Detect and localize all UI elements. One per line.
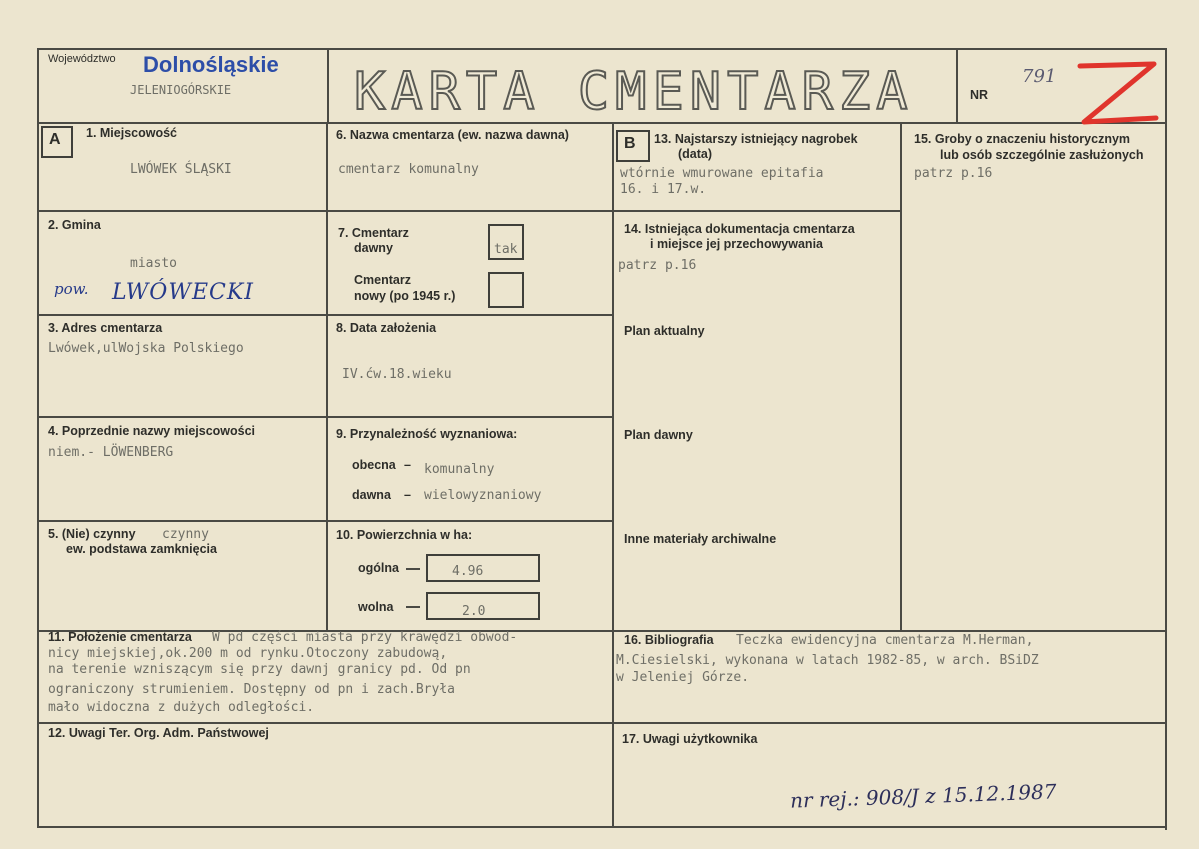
field-9-old-value: wielowyznaniowy xyxy=(424,488,542,503)
field-15-label-2: lub osób szczególnie zasłużonych xyxy=(940,148,1144,162)
col-sep-c xyxy=(900,122,902,632)
field-7-value-a: tak xyxy=(494,242,518,257)
field-5-label: 5. (Nie) czynny xyxy=(48,527,136,541)
field-13-label-2: (data) xyxy=(678,147,713,161)
field-15-value: patrz p.16 xyxy=(914,166,993,181)
field-15-label: 15. Groby o znaczeniu historycznym xyxy=(914,132,1131,146)
field-5-label-2: ew. podstawa zamknięcia xyxy=(66,542,217,556)
border-left xyxy=(37,48,39,828)
field-10-total-label: ogólna xyxy=(358,561,399,575)
field-9-now-label: obecna xyxy=(352,458,396,472)
field-10-free-value: 2.0 xyxy=(462,604,486,619)
row-a-4 xyxy=(37,520,614,522)
field-7-label-b2: nowy (po 1945 r.) xyxy=(354,289,456,303)
field-16-line-2: M.Ciesielski, wykonana w latach 1982-85, w arch. BSiDZ xyxy=(616,653,1039,668)
border-bottom xyxy=(37,826,1167,828)
field-9-label: 9. Przynależność wyznaniowa: xyxy=(336,427,518,441)
border-right xyxy=(1165,48,1167,830)
header-sep-1 xyxy=(327,48,329,124)
field-14-label: 14. Istniejąca dokumentacja cmentarza xyxy=(624,222,855,236)
field-11-label: 11. Położenie cmentarza xyxy=(48,630,192,644)
nr-value: 791 xyxy=(1022,66,1057,87)
border-top xyxy=(37,48,1167,50)
header-sep-2 xyxy=(956,48,958,124)
header-divider xyxy=(37,122,1167,124)
field-5-value: czynny xyxy=(162,527,209,542)
field-2-handwritten: LWÓWECKI xyxy=(112,280,254,305)
field-1-label: 1. Miejscowość xyxy=(86,126,178,140)
field-10-free-dash xyxy=(406,606,420,608)
row-a-2 xyxy=(37,314,614,316)
field-4-value: niem.- LÖWENBERG xyxy=(48,445,174,460)
field-6-label: 6. Nazwa cmentarza (ew. nazwa dawna) xyxy=(336,128,569,142)
field-7-label-a2: dawny xyxy=(354,241,393,255)
field-12-label: 12. Uwagi Ter. Org. Adm. Państwowej xyxy=(48,726,269,740)
other-materials-label: Inne materiały archiwalne xyxy=(624,532,777,546)
field-10-label: 10. Powierzchnia w ha: xyxy=(336,528,473,542)
field-16-line-3: w Jeleniej Górze. xyxy=(616,670,750,685)
field-13-line-2: 16. i 17.w. xyxy=(620,182,707,197)
field-3-label: 3. Adres cmentarza xyxy=(48,321,163,335)
field-7-checkbox-new xyxy=(488,272,524,308)
plan-old-label: Plan dawny xyxy=(624,428,693,442)
plan-now-label: Plan aktualny xyxy=(624,324,705,338)
field-8-label: 8. Data założenia xyxy=(336,321,437,335)
field-10-total-value: 4.96 xyxy=(452,564,484,579)
row-a-1 xyxy=(37,210,614,212)
field-7-label-a: 7. Cmentarz xyxy=(338,226,409,240)
field-4-label: 4. Poprzednie nazwy miejscowości xyxy=(48,424,256,438)
row-mid xyxy=(37,630,1167,632)
field-1-value: LWÓWEK ŚLĄSKI xyxy=(130,162,232,177)
field-3-value: Lwówek,ulWojska Polskiego xyxy=(48,341,244,356)
field-9-now-dash: – xyxy=(404,458,411,472)
field-10-free-label: wolna xyxy=(358,600,394,614)
row-lower xyxy=(37,722,1167,724)
field-2-pow: pow. xyxy=(54,280,89,298)
province-stamp: Dolnośląskie xyxy=(143,52,279,77)
field-11-line-4: ograniczony strumieniem. Dostępny od pn i zach.Bryła xyxy=(48,682,455,697)
section-a-letter: A xyxy=(49,131,61,148)
field-13-label: 13. Najstarszy istniejący nagrobek xyxy=(654,132,858,146)
section-b-letter: B xyxy=(624,135,636,152)
field-16-label: 16. Bibliografia xyxy=(624,633,714,647)
field-7-label-b: Cmentarz xyxy=(354,273,411,287)
row-a-3 xyxy=(37,416,614,418)
wojewodztwo-label: Województwo xyxy=(48,53,116,65)
field-13-line-1: wtórnie wmurowane epitafia xyxy=(620,166,824,181)
field-16-line-1: Teczka ewidencyjna cmentarza M.Herman, xyxy=(736,633,1034,648)
field-9-old-label: dawna xyxy=(352,488,391,502)
field-14-value: patrz p.16 xyxy=(618,258,697,273)
field-2-value: miasto xyxy=(130,256,177,271)
row-b-1 xyxy=(612,210,902,212)
nr-label: NR xyxy=(970,88,989,102)
red-z-mark xyxy=(1070,56,1162,130)
card-title: KARTA CMENTARZA xyxy=(354,62,914,122)
field-14-label-2: i miejsce jej przechowywania xyxy=(650,237,823,251)
field-8-value: IV.ćw.18.wieku xyxy=(342,367,452,382)
field-6-value: cmentarz komunalny xyxy=(338,162,479,177)
field-11-line-1: W pd części miasta przy krawędzi obwod- xyxy=(212,630,518,645)
col-sep-a xyxy=(326,122,328,632)
province-sub-stamp: JELENIOGÓRSKIE xyxy=(130,83,232,97)
field-11-line-3: na terenie wzniszącym się przy dawnj granicy pd. Od pn xyxy=(48,662,471,677)
field-17-label: 17. Uwagi użytkownika xyxy=(622,732,758,746)
field-9-now-value: komunalny xyxy=(424,462,495,477)
field-10-total-dash xyxy=(406,568,420,570)
registry-signature: nr rej.: 908/J z 15.12.1987 xyxy=(789,779,1057,813)
field-9-old-dash: – xyxy=(404,488,411,502)
field-2-label: 2. Gmina xyxy=(48,218,101,232)
field-11-line-2: nicy miejskiej,ok.200 m od rynku.Otoczony zabudową, xyxy=(48,646,448,661)
field-11-line-5: mało widoczna z dużych odległości. xyxy=(48,700,315,715)
